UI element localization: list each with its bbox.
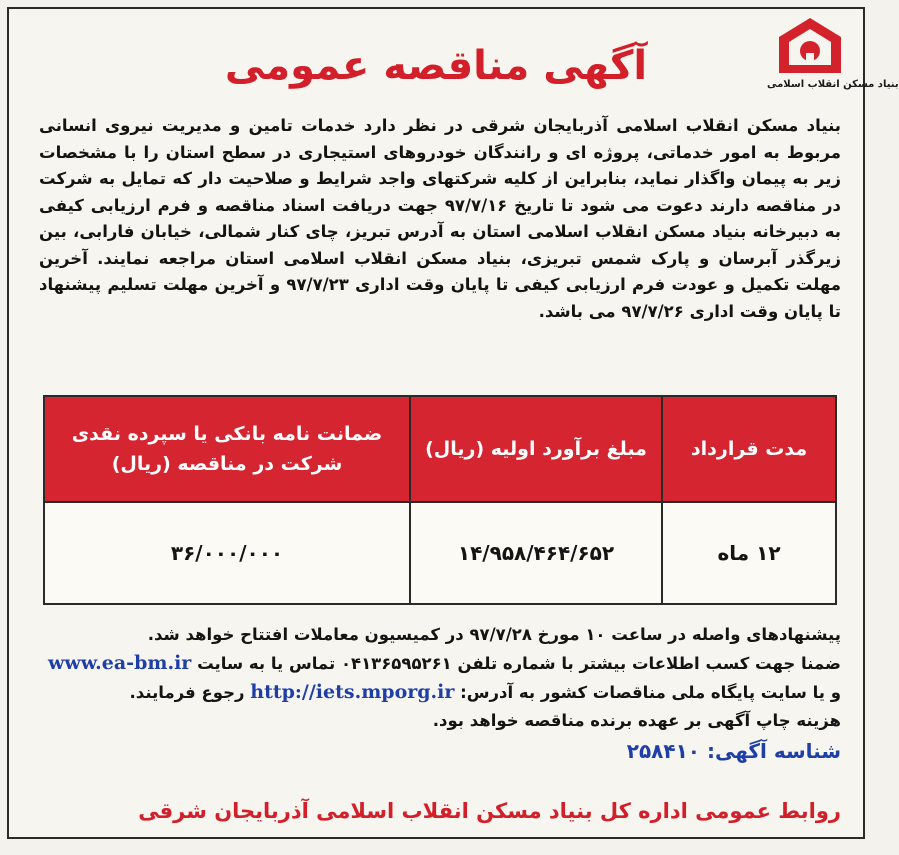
website-link[interactable]: www.ea-bm.ir [48, 652, 192, 674]
ad-id-label: شناسه آگهی: [706, 739, 841, 763]
contact-text: ضمنا جهت کسب اطلاعات بیشتر با شماره تلفن ۰۴۱۳۶۵۹۵۲۶۱ تماس یا به سایت [197, 654, 841, 673]
portal-note [39, 678, 841, 707]
ad-id-value: ۲۵۸۴۱۰ [626, 739, 700, 763]
footer-publisher: روابط عمومی اداره کل بنیاد مسکن انقلاب اسلامی آذربایجان شرقی [138, 799, 841, 823]
header-guarantee: ضمانت نامه بانکی یا سپرده نقدی شرکت در مناقصه (ریال) [44, 396, 410, 502]
cell-duration: ۱۲ ماه [662, 502, 836, 604]
notice-title: آگهی مناقصه عمومی [224, 43, 648, 89]
header-estimate: مبلغ برآورد اولیه (ریال) [410, 396, 662, 502]
portal-text: و یا سایت پایگاه ملی مناقصات کشور به آدرس: [460, 683, 841, 702]
logo-caption: بنیاد مسکن انقلاب اسلامی [767, 79, 899, 90]
table-row [44, 502, 836, 604]
tender-notice [7, 7, 899, 839]
cell-guarantee: ۳۶/۰۰۰/۰۰۰ [44, 502, 410, 604]
tender-table [43, 395, 837, 605]
ad-id [39, 737, 841, 765]
cell-estimate: ۱۴/۹۵۸/۴۶۴/۶۵۲ [410, 502, 662, 604]
logo [767, 15, 899, 101]
contact-note [39, 649, 841, 678]
cost-note: هزینه چاپ آگهی بر عهده برنده مناقصه خواهد بود. [432, 711, 841, 730]
notice-body: بنیاد مسکن انقلاب اسلامی آذربایجان شرقی در نظر دارد خدمات تامین و مدیریت نیروی انسانی مربوط به امور خدماتی، پروژه ای و رانندگان خودروهای استیجاری در سطح استان را با مشخصات زیر به پیمان واگذار نماید، بنابراین از کلیه شرکتهای واجد شرایط و صلاحیت دار که تمایل به شرکت در مناقصه دارند دعوت می شود تا تاریخ ۹۷/۷/۱۶ جهت دریافت اسناد مناقصه و فرم ارزیابی کیفی به دبیرخانه بنیاد مسکن انقلاب اسلامی استان به آدرس تبریز، چای کنار شمالی، خیابان فارابی، بین زیرگذر آبرسان و پارک شمس تبریزی، بنیاد مسکن انقلاب اسلامی استان مراجعه نمایند. آخرین مهلت تکمیل و عودت فرم ارزیابی کیفی تا پایان وقت اداری ۹۷/۷/۲۳ و آخرین مهلت تسلیم پیشنهاد تا پایان وقت اداری ۹۷/۷/۲۶ می باشد. [39, 116, 841, 321]
opening-note: پیشنهادهای واصله در ساعت ۱۰ مورخ ۹۷/۷/۲۸ در کمیسیون معاملات افتتاح خواهد شد. [147, 625, 841, 644]
header-duration: مدت قرارداد [662, 396, 836, 502]
notes-section [39, 621, 841, 765]
portal-link[interactable]: http://iets.mporg.ir [250, 681, 455, 703]
portal-end-text: رجوع فرمایند. [129, 683, 245, 702]
housing-foundation-logo-icon [775, 15, 845, 77]
table-header-row [44, 396, 836, 502]
